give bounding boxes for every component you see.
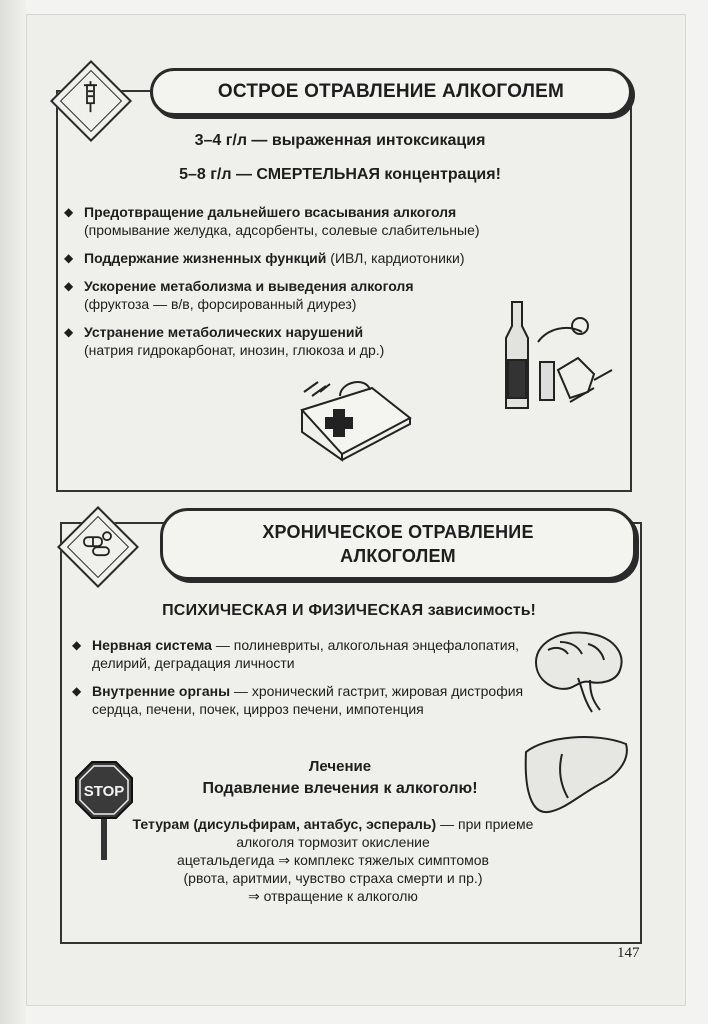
page-number: 147 (617, 945, 640, 961)
bullet-diamond-icon: ◆ (72, 638, 82, 652)
chronic-poisoning-title (160, 508, 636, 580)
lethal-concentration (60, 166, 620, 184)
intoxication-concentration: 3–4 г/л — выраженная интоксикация (194, 132, 486, 149)
list-item: ◆ Нервная система — полиневриты, алкогольная энцефалопатия, делирий, деградация личности (72, 637, 520, 671)
lethal-concentration-word: концентрация! (384, 166, 501, 183)
pills-icon (79, 525, 117, 563)
stop-sign-text: STOP (83, 783, 125, 800)
list-item: ◆ Ускорение метаболизма и выведения алкоголя (фруктоза — в/в, форсированный диурез) (64, 278, 414, 312)
liver-icon (522, 732, 630, 814)
dependence-heading (60, 602, 638, 620)
bullet-diamond-icon: ◆ (72, 684, 82, 698)
bullet-diamond-icon: ◆ (64, 251, 74, 265)
chronic-title-line1: ХРОНИЧЕСКОЕ ОТРАВЛЕНИЕ (262, 522, 534, 542)
bullet-diamond-icon: ◆ (64, 205, 74, 219)
book-gutter (0, 0, 26, 1024)
dependence-caps: ПСИХИЧЕСКАЯ И ФИЗИЧЕСКАЯ (162, 602, 424, 619)
brain-icon (530, 626, 628, 716)
treatment-subheading: Подавление влечения к алкоголю! (202, 780, 478, 797)
list-item: ◆ Устранение метаболических нарушений (натрия гидрокарбонат, инозин, глюкоза и др.) (64, 324, 385, 358)
list-item: ◆ Предотвращение дальнейшего всасывания алкоголя (промывание желудка, адсорбенты, солевые слабительные) (64, 204, 480, 238)
chronic-effects-list (72, 636, 532, 728)
first-aid-bag-icon (296, 372, 416, 468)
dependence-word: зависимость! (427, 602, 536, 619)
list-item: ◆ Поддержание жизненных функций (ИВЛ, кардиотоники) (64, 250, 465, 266)
drug-name: Тетурам (дисульфирам, антабус, эспераль) (132, 816, 437, 832)
bullet-diamond-icon: ◆ (64, 325, 74, 339)
bullet-diamond-icon: ◆ (64, 279, 74, 293)
bottle-icon (498, 300, 618, 420)
list-item: ◆ Внутренние органы — хронический гастрит, жировая дистрофия сердца, печени, почек, цирроз печени, импотенция (72, 683, 524, 717)
chronic-title-line2: АЛКОГОЛЕМ (340, 546, 456, 566)
treatment-heading: Лечение (308, 758, 372, 775)
lethal-concentration-value: 5–8 г/л — СМЕРТЕЛЬНАЯ (179, 166, 380, 183)
acute-poisoning-title: ОСТРОЕ ОТРАВЛЕНИЕ АЛКОГОЛЕМ (150, 68, 632, 116)
syringe-icon (72, 79, 110, 117)
drug-description: Тетурам (дисульфирам, антабус, эспераль) — при приеме алкоголя тормозит окисление ацетальдегида ⇒ комплекс тяжелых симптомов (рвота, аритмии, чувство страха смерти и пр.) ⇒ отвращение к алкоголю (132, 816, 534, 904)
